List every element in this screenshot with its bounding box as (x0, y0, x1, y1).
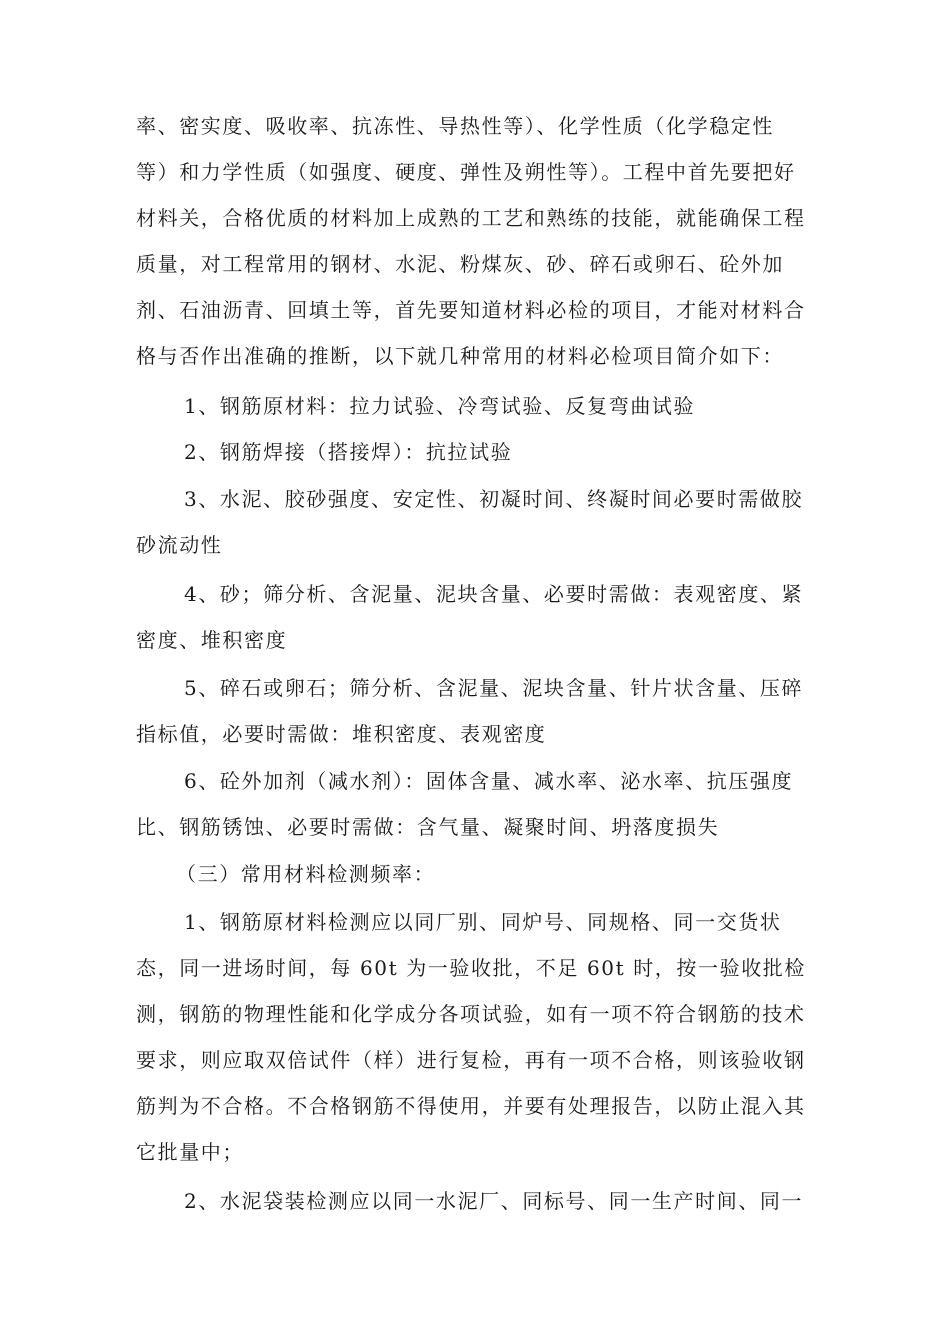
paragraph-line: 剂、石油沥青、回填土等，首先要知道材料必检的项目，才能对材料合 (136, 298, 806, 322)
paragraph-line: 材料关，合格优质的材料加上成熟的工艺和熟练的技能，就能确保工程 (136, 206, 806, 230)
list-item-continuation: 砂流动性 (136, 533, 223, 557)
paragraph-line: 筋判为不合格。不合格钢筋不得使用，并要有处理报告，以防止混入其 (136, 1094, 806, 1118)
list-item-line: 2、钢筋焊接（搭接焊）：抗拉试验 (184, 440, 513, 464)
list-item-line: 4、砂；筛分析、含泥量、泥块含量、必要时需做：表观密度、紧 (184, 582, 804, 606)
list-item-continuation: 指标值，必要时需做：堆积密度、表观密度 (136, 722, 547, 746)
list-item-continuation: 密度、堆积密度 (136, 628, 288, 652)
list-item-line: 5、碎石或卵石；筛分析、含泥量、泥块含量、针片状含量、压碎 (184, 676, 804, 700)
paragraph-line: 等）和力学性质（如强度、硬度、弹性及朔性等）。工程中首先要把好 (136, 160, 796, 184)
paragraph-line: 它批量中； (136, 1140, 244, 1164)
list-item-continuation: 比、钢筋锈蚀、必要时需做：含气量、凝聚时间、坍落度损失 (136, 815, 720, 839)
paragraph-line: 测，钢筋的物理性能和化学成分各项试验，如有一项不符合钢筋的技术 (136, 1002, 806, 1026)
paragraph-line: 态，同一进场时间，每 60t 为一验收批，不足 60t 时，按一验收批检 (136, 956, 807, 980)
list-item-line: 3、水泥、胶砂强度、安定性、初凝时间、终凝时间必要时需做胶 (184, 487, 804, 511)
paragraph-line: 2、水泥袋装检测应以同一水泥厂、同标号、同一生产时间、同一 (184, 1189, 804, 1213)
paragraph-line: 1、钢筋原材料检测应以同厂别、同炉号、同规格、同一交货状 (184, 910, 782, 934)
paragraph-line: 要求，则应取双倍试件（样）进行复检，再有一项不合格，则该验收钢 (136, 1048, 806, 1072)
list-item-line: 6、砼外加剂（减水剂）：固体含量、减水率、泌水率、抗压强度 (184, 769, 794, 793)
paragraph-line: 质量，对工程常用的钢材、水泥、粉煤灰、砂、碎石或卵石、砼外加 (136, 252, 784, 276)
section-heading: （三）常用材料检测频率： (176, 862, 436, 886)
paragraph-line: 格与否作出准确的推断，以下就几种常用的材料必检项目简介如下： (136, 344, 784, 368)
list-item-line: 1、钢筋原材料：拉力试验、冷弯试验、反复弯曲试验 (184, 394, 696, 418)
paragraph-line: 率、密实度、吸收率、抗冻性、导热性等）、化学性质（化学稳定性 (136, 114, 774, 138)
